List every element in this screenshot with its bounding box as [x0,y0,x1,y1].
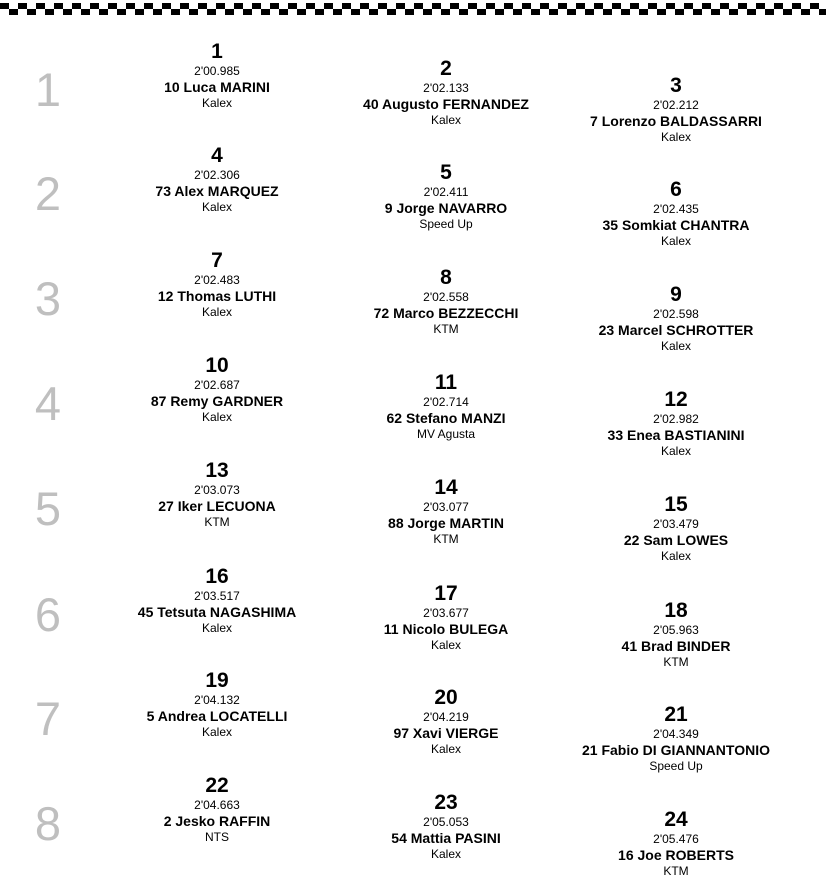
grid-slot [556,390,796,458]
grid-position: 1 [211,40,223,63]
rider-name: 35 Somkiat CHANTRA [602,217,750,233]
rider-name: 73 Alex MARQUEZ [155,183,279,199]
team-name: KTM [663,864,689,878]
grid-slot [326,478,566,546]
grid-slot [97,567,337,635]
lap-time: 2'02.687 [194,378,240,392]
team-name: Kalex [660,549,692,563]
grid-row-number: 8 [34,797,62,850]
lap-time: 2'00.985 [194,64,240,78]
grid-row-number: 4 [34,377,62,430]
rider-name: 2 Jesko RAFFIN [163,813,271,829]
grid-position: 21 [664,703,688,726]
team-name: KTM [204,515,230,529]
grid-position: 15 [664,493,688,516]
grid-position: 4 [211,144,223,167]
grid-slot [97,461,337,529]
rider-name: 10 Luca MARINI [164,79,270,95]
grid-slot [97,146,337,214]
grid-position: 14 [434,476,458,499]
lap-time: 2'03.517 [194,589,240,603]
grid-slot [97,356,337,424]
rider-name: 9 Jorge NAVARRO [384,200,508,216]
grid-slot [97,42,337,110]
grid-slot [326,268,566,336]
grid-row-number: 7 [34,692,62,745]
rider-name: 23 Marcel SCHROTTER [598,322,754,338]
team-name: Kalex [430,742,462,756]
grid-slot [97,251,337,319]
grid-slot [97,776,337,844]
team-name: NTS [205,830,229,844]
lap-time: 2'05.963 [653,623,699,637]
rider-name: 12 Thomas LUTHI [157,288,277,304]
grid-position: 7 [211,249,223,272]
grid-row-number: 2 [34,167,62,220]
team-name: Kalex [430,638,462,652]
lap-time: 2'03.077 [423,500,469,514]
grid-position: 6 [670,178,682,201]
rider-name: 72 Marco BEZZECCHI [373,305,519,321]
grid-position: 5 [440,161,452,184]
team-name: Kalex [660,234,692,248]
grid-position: 8 [440,266,452,289]
grid-position: 16 [205,565,229,588]
lap-time: 2'04.663 [194,798,240,812]
rider-name: 11 Nicolo BULEGA [383,621,509,637]
grid-row-number: 5 [34,482,62,535]
grid-position: 12 [664,388,688,411]
team-name: Kalex [430,847,462,861]
lap-time: 2'02.435 [653,202,699,216]
grid-slot [326,793,566,861]
rider-name: 88 Jorge MARTIN [388,515,504,531]
grid-slot [326,688,566,756]
lap-time: 2'02.982 [653,412,699,426]
rider-name: 5 Andrea LOCATELLI [146,708,288,724]
team-name: Kalex [201,410,233,424]
lap-time: 2'05.476 [653,832,699,846]
team-name: KTM [433,532,459,546]
rider-name: 97 Xavi VIERGE [393,725,499,741]
grid-slot [556,285,796,353]
team-name: Kalex [201,96,233,110]
grid-position: 22 [205,774,229,797]
grid-slot [326,584,566,652]
lap-time: 2'02.558 [423,290,469,304]
grid-slot [556,180,796,248]
rider-name: 40 Augusto FERNANDEZ [363,96,529,112]
rider-name: 41 Brad BINDER [621,638,731,654]
lap-time: 2'04.349 [653,727,699,741]
grid-position: 19 [205,669,229,692]
rider-name: 27 Iker LECUONA [158,498,276,514]
team-name: Kalex [660,339,692,353]
team-name: Kalex [201,305,233,319]
lap-time: 2'03.073 [194,483,240,497]
rider-name: 45 Tetsuta NAGASHIMA [137,604,297,620]
rider-name: 62 Stefano MANZI [386,410,506,426]
grid-slot [326,373,566,441]
team-name: MV Agusta [416,427,476,441]
lap-time: 2'03.677 [423,606,469,620]
lap-time: 2'02.411 [423,185,469,199]
rider-name: 7 Lorenzo BALDASSARRI [590,113,762,129]
grid-slot [556,810,796,878]
grid-position: 11 [434,371,458,394]
grid-position: 13 [205,459,229,482]
grid-position: 24 [664,808,688,831]
grid-slot [326,59,566,127]
rider-name: 33 Enea BASTIANINI [607,427,745,443]
lap-time: 2'05.053 [423,815,469,829]
grid-position: 10 [205,354,229,377]
rider-name: 54 Mattia PASINI [391,830,501,846]
lap-time: 2'02.483 [194,273,240,287]
lap-time: 2'04.219 [423,710,469,724]
team-name: Kalex [201,725,233,739]
lap-time: 2'02.212 [653,98,699,112]
grid-position: 17 [434,582,458,605]
grid-row-number: 1 [34,63,62,116]
team-name: Kalex [201,200,233,214]
grid-position: 9 [670,283,682,306]
team-name: Kalex [660,444,692,458]
lap-time: 2'02.133 [423,81,469,95]
grid-position: 23 [434,791,458,814]
rider-name: 21 Fabio DI GIANNANTONIO [582,742,770,758]
grid-slot [326,163,566,231]
rider-name: 22 Sam LOWES [623,532,729,548]
grid-slot [556,495,796,563]
team-name: Kalex [660,130,692,144]
rider-name: 16 Joe ROBERTS [618,847,734,863]
team-name: Speed Up [419,217,473,231]
grid-slot [556,705,796,773]
grid-position: 2 [440,57,452,80]
lap-time: 2'02.714 [423,395,469,409]
team-name: Speed Up [649,759,703,773]
team-name: KTM [663,655,689,669]
lap-time: 2'03.479 [653,517,699,531]
grid-position: 20 [434,686,458,709]
grid-position: 18 [664,599,688,622]
team-name: Kalex [430,113,462,127]
lap-time: 2'02.306 [194,168,240,182]
grid-slot [556,76,796,144]
lap-time: 2'02.598 [653,307,699,321]
rider-name: 87 Remy GARDNER [150,393,284,409]
grid-row-number: 6 [34,588,62,641]
grid-row-number: 3 [34,272,62,325]
grid-slot [556,601,796,669]
team-name: Kalex [201,621,233,635]
team-name: KTM [433,322,459,336]
lap-time: 2'04.132 [194,693,240,707]
grid-position: 3 [670,74,682,97]
grid-slot [97,671,337,739]
